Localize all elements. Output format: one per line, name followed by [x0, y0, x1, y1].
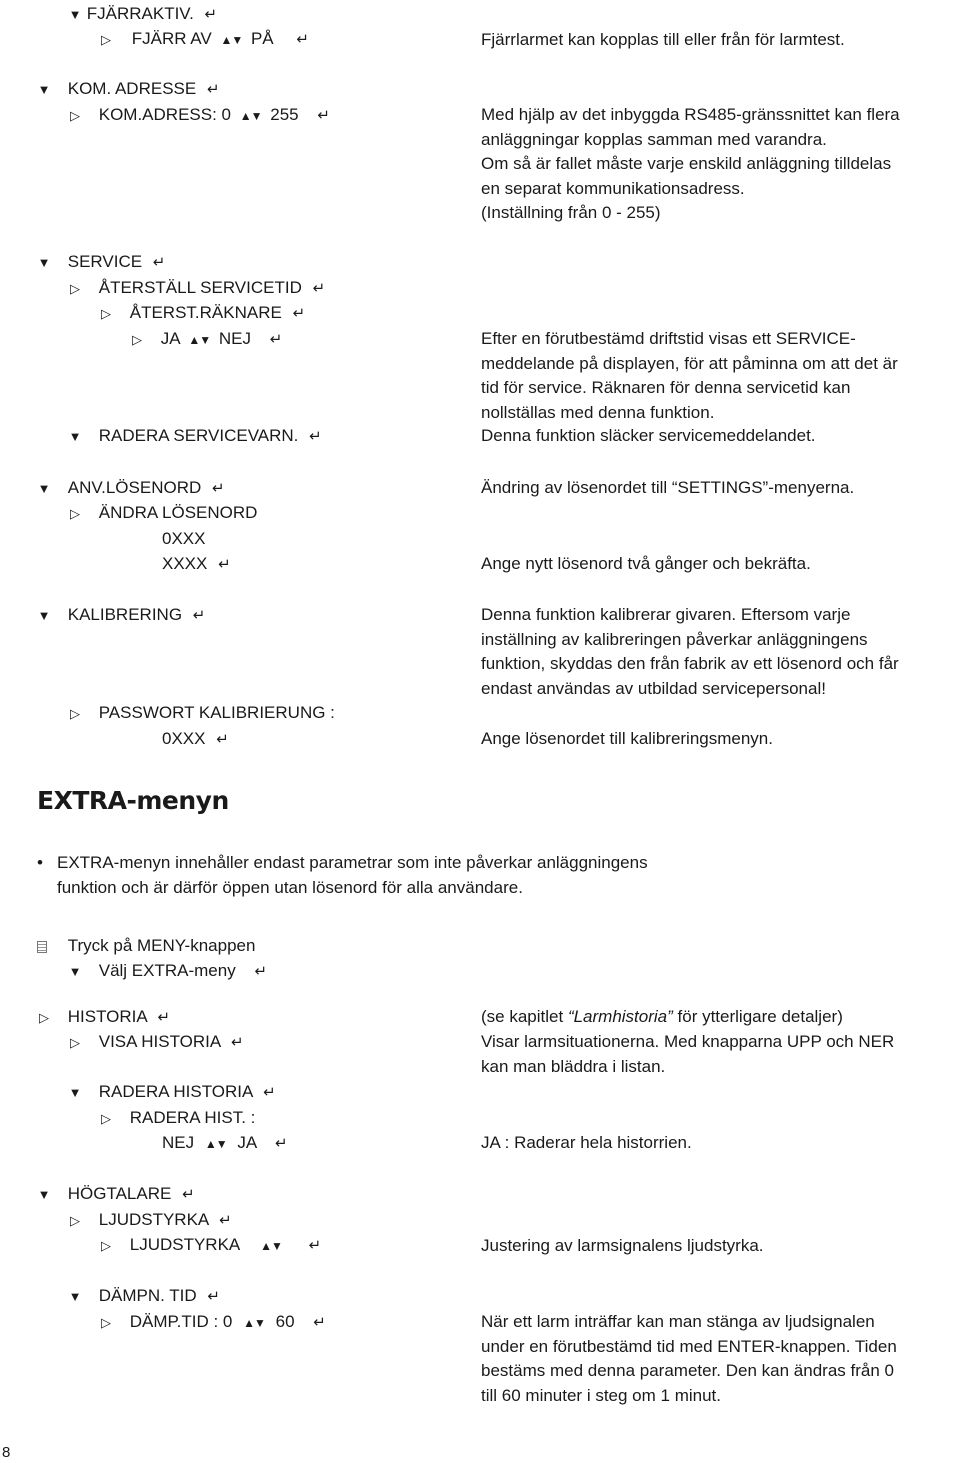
page-number: 8 [2, 1444, 11, 1461]
up-down-icon: ▲▼ [188, 333, 211, 347]
label: KOM. ADRESSE [67, 79, 197, 98]
return-icon: ↵ [254, 963, 268, 980]
bullet-dot: • [37, 853, 43, 872]
desc-line: kan man bläddra i listan. [481, 1056, 666, 1076]
desc-nar [481, 1310, 897, 1408]
return-icon: ↵ [312, 280, 326, 297]
menu-oxxx: 0XXX [162, 529, 206, 548]
chapter-ref: “Larmhistoria” [567, 1007, 673, 1026]
label: RADERA SERVICEVARN. [98, 426, 299, 445]
desc-service [481, 327, 898, 425]
menu-ljudstyrka [68, 1208, 232, 1233]
desc-visar [481, 1030, 894, 1079]
return-icon: ↵ [192, 607, 206, 624]
return-icon: ↵ [212, 480, 225, 497]
desc-line: nollställas med denna funktion. [481, 402, 715, 422]
menu-radera-hist [99, 1106, 255, 1131]
menu-kalibrering [37, 603, 205, 628]
menu-service [37, 250, 165, 275]
label: 60 [275, 1312, 295, 1331]
label: KALIBRERING [67, 605, 183, 624]
triangle-right-icon: ▷ [101, 306, 111, 321]
menu-kom-adress [68, 103, 330, 128]
label: JA [160, 329, 180, 348]
triangle-down-icon: ▼ [37, 1187, 51, 1202]
triangle-right-icon: ▷ [132, 332, 142, 347]
menu-aterstall-servicetid [68, 276, 325, 301]
step-tryck [37, 934, 255, 958]
label: Tryck på MENY-knappen [67, 936, 256, 955]
return-icon: ↵ [231, 1034, 244, 1051]
label: ÅTERST.RÄKNARE [129, 303, 282, 322]
label: ÄNDRA LÖSENORD [98, 503, 258, 522]
menu-andra-losenord [68, 501, 257, 526]
return-icon: ↵ [313, 1314, 326, 1331]
desc-ange-nytt: Ange nytt lösenord två gånger och bekräfta. [481, 554, 811, 573]
return-icon: ↵ [269, 331, 283, 348]
menu-passwort [68, 701, 335, 726]
label: HISTORIA [67, 1007, 147, 1026]
menu-fjarr-av [99, 27, 309, 52]
menu-dampn-tid [68, 1284, 220, 1309]
label: RADERA HIST. : [129, 1108, 256, 1127]
triangle-down-icon: ▼ [37, 82, 51, 97]
return-icon: ↵ [206, 81, 220, 98]
menu-hogtalare [37, 1182, 195, 1207]
desc-andring: Ändring av lösenordet till “SETTINGS”-menyerna. [481, 478, 855, 497]
label: DÄMPN. TID [98, 1286, 197, 1305]
label: RADERA HISTORIA [98, 1082, 253, 1101]
return-icon: ↵ [219, 1212, 232, 1229]
triangle-down-icon: ▼ [68, 964, 82, 979]
desc-line: en separat kommunikationsadress. [481, 178, 745, 198]
desc-line: bestäms med denna parameter. Den kan ändras från 0 [481, 1361, 894, 1380]
menu-anv-losenord [37, 476, 225, 501]
label: 0XXX [162, 729, 206, 748]
text: (se kapitlet [481, 1007, 568, 1026]
label: DÄMP.TID : 0 [129, 1312, 233, 1331]
desc-line: När ett larm inträffar kan man stänga av ljudsignalen [481, 1312, 875, 1331]
label: PASSWORT KALIBRIERUNG : [98, 703, 335, 722]
return-icon: ↵ [309, 428, 322, 445]
desc-line: inställning av kalibreringen påverkar anläggningens [481, 629, 868, 649]
desc-line: tid för service. Räknaren för denna servicetid kan [481, 378, 851, 397]
label: FJÄRR AV [131, 29, 212, 48]
triangle-right-icon: ▷ [70, 281, 80, 296]
menu-visa-historia [68, 1030, 244, 1055]
label: Välj EXTRA-meny [98, 961, 236, 980]
text: för ytterligare detaljer) [672, 1007, 843, 1026]
desc-line: till 60 minuter i steg om 1 minut. [481, 1385, 721, 1405]
intro-line: funktion och är därför öppen utan lösenord för alla användare. [57, 877, 523, 897]
return-icon: ↵ [216, 731, 229, 748]
desc-line: Efter en förutbestämd driftstid visas ett SERVICE- [481, 329, 856, 348]
desc-line: funktion, skyddas den från fabrik av ett lösenord och får [481, 654, 899, 673]
label: PÅ [250, 29, 274, 48]
intro-paragraph [57, 851, 648, 900]
triangle-right-icon: ▷ [70, 706, 80, 721]
triangle-right-icon: ▷ [39, 1010, 49, 1025]
desc-se-kapitlet [481, 1005, 843, 1030]
triangle-down-icon: ▼ [37, 255, 51, 270]
intro-line: EXTRA-menyn innehåller endast parametrar som inte påverkar anläggningens [57, 853, 648, 872]
label: HÖGTALARE [67, 1184, 172, 1203]
label: XXXX [162, 554, 208, 573]
desc-radera: Denna funktion släcker servicemeddelandet. [481, 426, 816, 445]
desc-ange-losen: Ange lösenordet till kalibreringsmenyn. [481, 729, 773, 748]
up-down-icon: ▲▼ [220, 33, 243, 47]
menu-oxxx-2 [162, 727, 229, 752]
step-valj [68, 959, 267, 984]
desc-line: endast användas av utbildad servicepersonal! [481, 678, 826, 698]
menu-radera-historia [68, 1080, 276, 1105]
label: SERVICE [67, 252, 143, 271]
menu-button-icon [37, 941, 47, 953]
triangle-down-icon: ▼ [68, 429, 82, 444]
triangle-right-icon: ▷ [101, 1238, 111, 1253]
triangle-down-icon: ▼ [68, 1289, 82, 1304]
triangle-down-icon: ▼ [37, 481, 51, 496]
menu-nej-ja [162, 1131, 288, 1156]
menu-historia [37, 1005, 170, 1030]
label: ANV.LÖSENORD [67, 478, 202, 497]
menu-radera-servicevarn [68, 424, 322, 449]
triangle-down-icon: ▼ [68, 7, 82, 22]
return-icon: ↵ [207, 1288, 220, 1305]
triangle-right-icon: ▷ [70, 1035, 80, 1050]
return-icon: ↵ [263, 1084, 276, 1101]
label: NEJ [218, 329, 251, 348]
menu-aterst-raknare [99, 301, 305, 326]
triangle-right-icon: ▷ [101, 32, 111, 47]
return-icon: ↵ [157, 1009, 171, 1026]
menu-ljudstyrka-setting [99, 1233, 321, 1258]
menu-xxxx [162, 552, 231, 577]
desc-line: meddelande på displayen, för att påminna om att det är [481, 353, 898, 373]
triangle-right-icon: ▷ [101, 1111, 111, 1126]
desc-line: Om så är fallet måste varje enskild anläggning tilldelas [481, 154, 892, 173]
desc-justering: Justering av larmsignalens ljudstyrka. [481, 1236, 764, 1255]
desc-kalibrering [481, 603, 899, 701]
desc-line: Visar larmsituationerna. Med knapparna UPP och NER [481, 1032, 895, 1051]
return-icon: ↵ [218, 556, 231, 573]
triangle-right-icon: ▷ [70, 108, 80, 123]
menu-ja-nej [130, 327, 282, 352]
triangle-down-icon: ▼ [68, 1085, 82, 1100]
return-icon: ↵ [308, 1237, 322, 1254]
up-down-icon: ▲▼ [239, 109, 262, 123]
desc-ja-raderar: JA : Raderar hela historrien. [481, 1133, 692, 1152]
up-down-icon: ▲▼ [260, 1239, 282, 1253]
menu-fjarraktiv [68, 2, 217, 27]
label: LJUDSTYRKA [129, 1235, 240, 1254]
desc-fjarr: Fjärrlarmet kan kopplas till eller från för larmtest. [481, 30, 845, 49]
label: 255 [270, 105, 299, 124]
label: JA [237, 1133, 257, 1152]
desc-kom [481, 103, 900, 226]
up-down-icon: ▲▼ [243, 1316, 265, 1330]
desc-line: anläggningar kopplas samman med varandra. [481, 129, 827, 149]
desc-line: Med hjälp av det inbyggda RS485-gränssnittet kan flera [481, 105, 900, 124]
return-icon: ↵ [204, 6, 218, 23]
return-icon: ↵ [292, 305, 306, 322]
return-icon: ↵ [152, 254, 166, 271]
return-icon: ↵ [275, 1135, 288, 1152]
label: VISA HISTORIA [98, 1032, 221, 1051]
return-icon: ↵ [296, 31, 309, 48]
label: KOM.ADRESS: 0 [98, 105, 231, 124]
desc-line: Denna funktion kalibrerar givaren. Eftersom varje [481, 605, 851, 624]
triangle-right-icon: ▷ [70, 506, 80, 521]
label: LJUDSTYRKA [98, 1210, 209, 1229]
label: ÅTERSTÄLL SERVICETID [98, 278, 302, 297]
return-icon: ↵ [317, 107, 330, 124]
up-down-icon: ▲▼ [204, 1137, 227, 1151]
menu-kom-adresse [37, 77, 220, 102]
desc-line: under en förutbestämd tid med ENTER-knappen. Tiden [481, 1336, 897, 1356]
triangle-right-icon: ▷ [101, 1315, 111, 1330]
triangle-right-icon: ▷ [70, 1213, 80, 1228]
desc-line: (Inställning från 0 - 255) [481, 203, 661, 222]
label: FJÄRRAKTIV. [86, 4, 194, 23]
return-icon: ↵ [182, 1186, 195, 1203]
section-heading: EXTRA-menyn [37, 786, 229, 815]
label: NEJ [162, 1133, 195, 1152]
menu-damp-tid [99, 1310, 326, 1335]
triangle-down-icon: ▼ [37, 608, 51, 623]
